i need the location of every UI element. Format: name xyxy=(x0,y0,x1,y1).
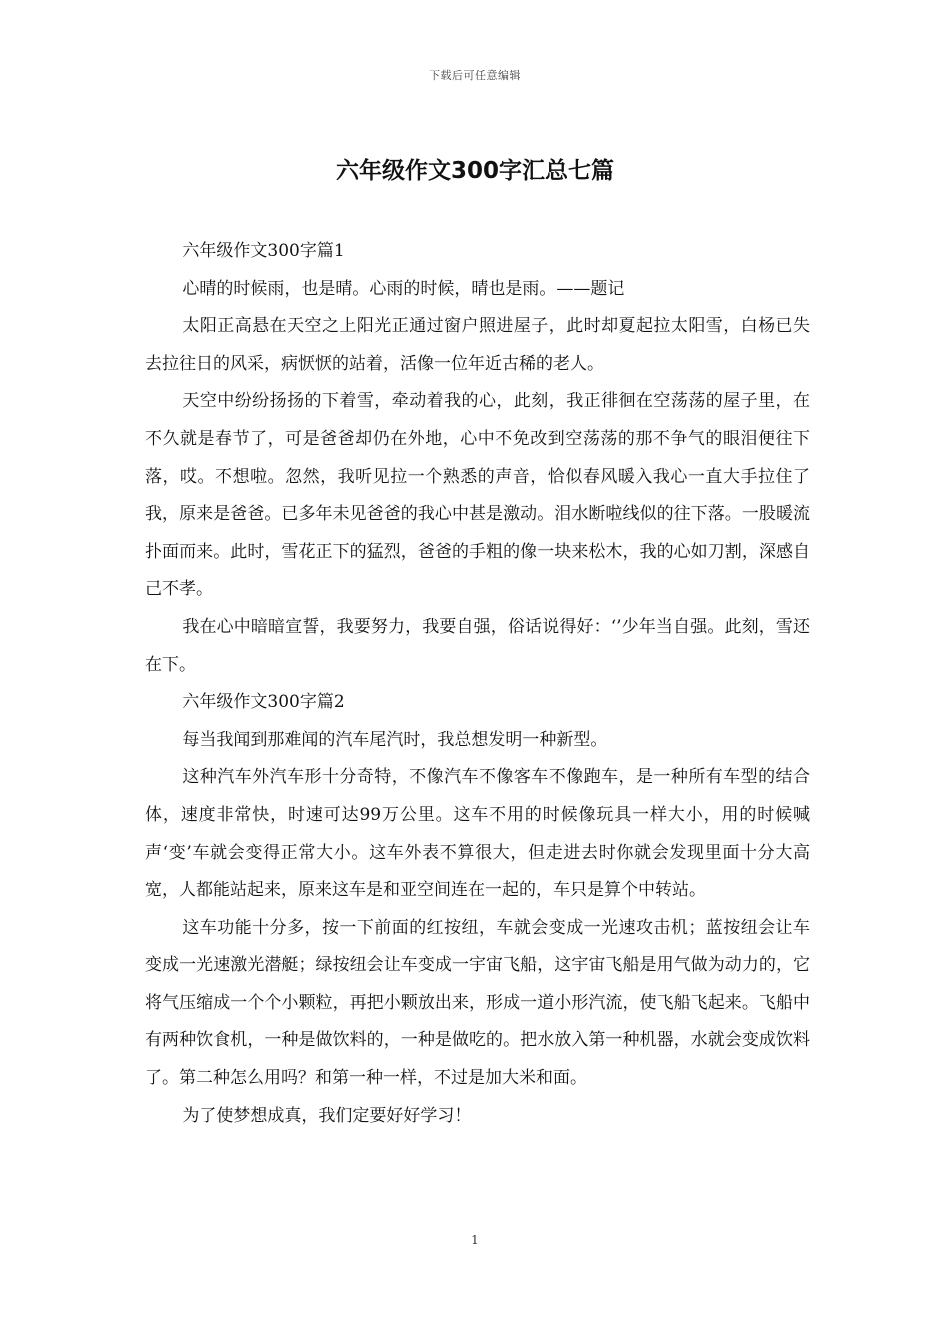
body-paragraph: 为了使梦想成真，我们定要好好学习！ xyxy=(182,1105,472,1126)
document-body xyxy=(145,233,810,1135)
section-heading: 六年级作文300字篇2 xyxy=(182,692,345,713)
body-paragraph: 这车功能十分多，按一下前面的红按纽，车就会变成一光速攻击机；蓝按纽会让车变成一光速激光潜艇；绿按纽会让车变成一宇宙飞船，这宇宙飞船是用气做为动力的，它将气压缩成一个个小颗粒，再把小颗放出来，形成一道小形汽流，使飞船飞起来。飞船中有两种饮食机，一种是做饮料的，一种是做吃的。把水放入第一种机器，水就会变成饮料了。第二种怎么用吗？和第一种一样，不过是加大米和面。 xyxy=(145,917,810,1089)
body-paragraph: 天空中纷纷扬扬的下着雪，牵动着我的心，此刻，我正徘徊在空荡荡的屋子里，在不久就是春节了，可是爸爸却仍在外地，心中不免改到空荡荡的那不争气的眼泪便往下落，哎。不想啦。忽然，我听见拉一个熟悉的声音，恰似春风暖入我心一直大手拉住了我，原来是爸爸。已多年未见爸爸的我心中甚是激动。泪水断啦线似的往下落。一股暖流扑面而来。此时，雪花正下的猛烈，爸爸的手粗的像一块来松木，我的心如刀割，深感自己不孝。 xyxy=(145,391,810,600)
document-title: 六年级作文300字汇总七篇 xyxy=(335,158,614,184)
body-paragraph: 每当我闻到那难闻的汽车尾汽时，我总想发明一种新型。 xyxy=(182,729,608,750)
page-header-note: 下载后可任意编辑 xyxy=(429,69,521,82)
page-number: 1 xyxy=(471,1233,479,1247)
section-heading: 六年级作文300字篇1 xyxy=(182,241,345,261)
body-paragraph: 这种汽车外汽车形十分奇特，不像汽车不像客车不像跑车，是一种所有车型的结合体，速度非常快，时速可达99万公里。这车不用的时候像玩具一样大小，用的时候喊声‘变’车就会变得正常大小。这车外表不算很大，但走进去时你就会发现里面十分大高宽，人都能站起来，原来这车是和亚空间连在一起的，车只是算个中转站。 xyxy=(145,767,810,901)
body-paragraph: 我在心中暗暗宣誓，我要努力，我要自强，俗话说得好：‘’少年当自强。此刻，雪还在下。 xyxy=(145,616,810,675)
body-paragraph: 心晴的时候雨，也是晴。心雨的时候，晴也是雨。——题记 xyxy=(182,278,625,299)
body-paragraph: 太阳正高悬在天空之上阳光正通过窗户照进屋子，此时却夏起拉太阳雪，白杨已失去拉往日的风采，病恹恹的站着，活像一位年近古稀的老人。 xyxy=(145,316,810,374)
